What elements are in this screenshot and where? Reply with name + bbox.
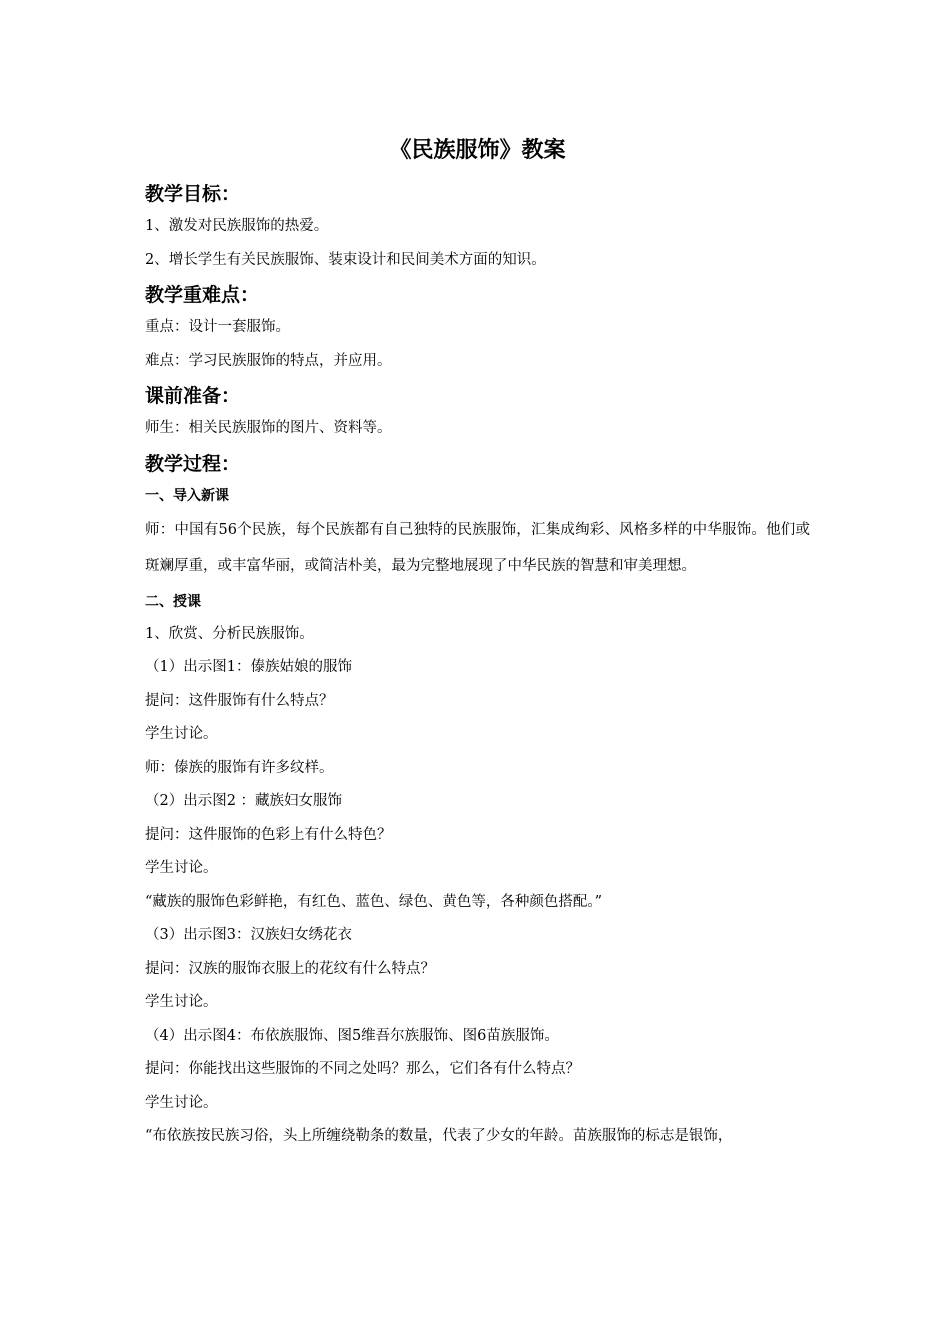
section-heading-preparation: 课前准备： (145, 385, 241, 407)
objective-line-2: 2、增长学生有关民族服饰、装束设计和民间美术方面的知识。 (145, 251, 546, 268)
subsection-heading-teaching: 二、授课 (145, 593, 201, 610)
teaching-line: 学生讨论。 (145, 726, 218, 742)
teaching-line: 学生讨论。 (145, 860, 218, 876)
teaching-line: 提问：你能找出这些服饰的不同之处吗？那么，它们各有什么特点？ (145, 1061, 580, 1077)
teaching-line: （4）出示图4：布依族服饰、图5维吾尔族服饰、图6苗族服饰。 (145, 1027, 559, 1044)
teaching-line: 学生讨论。 (145, 1094, 218, 1111)
teaching-line: （1）出示图1：傣族姑娘的服饰 (145, 659, 352, 675)
section-heading-objectives: 教学目标： (145, 183, 241, 205)
teaching-line: 师：傣族的服饰有许多纹样。 (145, 759, 334, 776)
teaching-line: “布依族按民族习俗，头上所缠绕勒条的数量，代表了少女的年龄。苗族服饰的标志是银饰， (145, 1128, 733, 1144)
teaching-line: 提问：这件服饰有什么特点？ (145, 692, 334, 709)
document-page (145, 130, 810, 1154)
difficulty-line: 难点：学习民族服饰的特点，并应用。 (145, 352, 392, 369)
objective-line-1: 1、激发对民族服饰的热爱。 (145, 218, 329, 234)
teaching-line: “藏族的服饰色彩鲜艳，有红色、蓝色、绿色、黄色等，各种颜色搭配。” (145, 893, 603, 910)
document-title: 《民族服饰》教案 (389, 138, 566, 163)
teaching-line: 1、欣赏、分析民族服饰。 (145, 625, 314, 642)
section-heading-key-points: 教学重难点： (145, 284, 260, 306)
section-heading-process: 教学过程： (145, 452, 241, 475)
teaching-line: 学生讨论。 (145, 994, 218, 1010)
teaching-line: 提问：汉族的服饰衣服上的花纹有什么特点？ (145, 960, 435, 977)
teaching-line: （2）出示图2 ：藏族妇女服饰 (145, 793, 343, 809)
teaching-line: 提问：这件服饰的色彩上有什么特色？ (145, 826, 392, 843)
preparation-line: 师生：相关民族服饰的图片、资料等。 (145, 420, 392, 436)
key-point-line: 重点：设计一套服饰。 (145, 319, 290, 335)
subsection-heading-intro: 一、导入新课 (145, 487, 229, 504)
teaching-line: （3）出示图3：汉族妇女绣花衣 (145, 927, 352, 943)
intro-paragraph: 师：中国有56个民族，每个民族都有自己独特的民族服饰，汇集成绚彩、风格多样的中华服饰。他们或斑斓厚重，或丰富华丽，或简洁朴美，最为完整地展现了中华民族的智慧和审美理想。 (145, 521, 810, 574)
